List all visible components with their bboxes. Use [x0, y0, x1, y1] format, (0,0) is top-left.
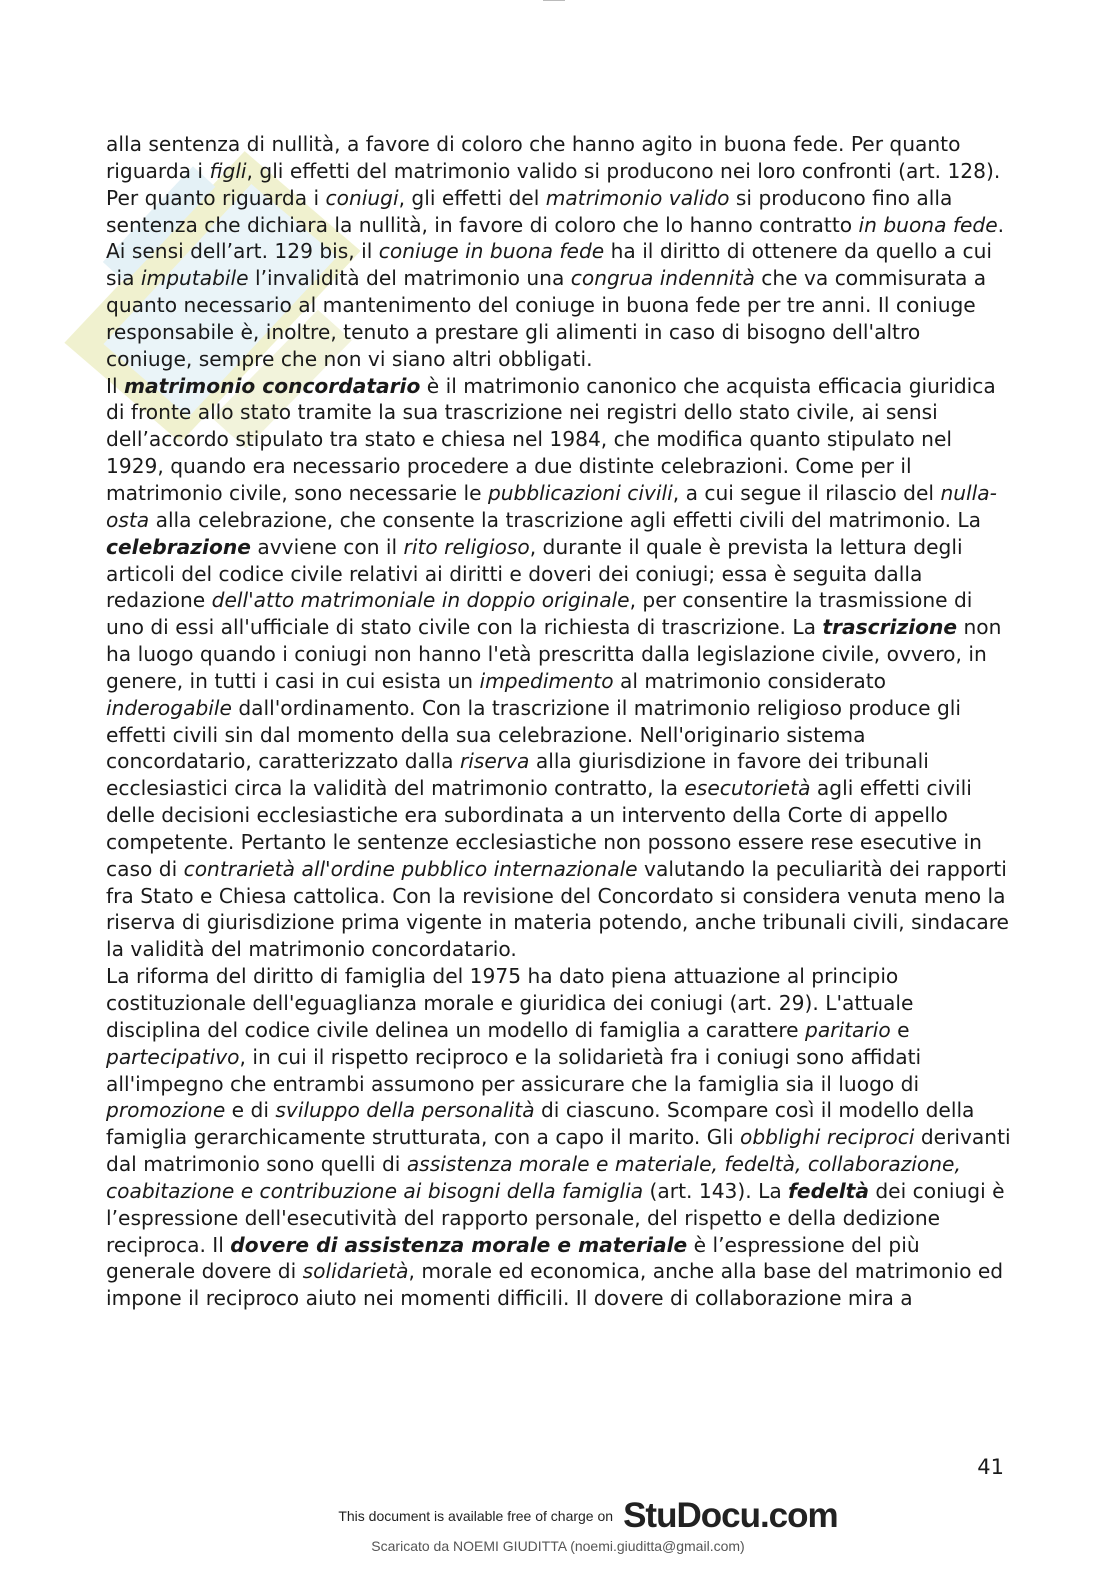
text-run: e [890, 1017, 910, 1042]
text-run: (art. 143). La [643, 1178, 789, 1203]
text-run: è l’espressione del più generale dovere di [106, 1232, 920, 1284]
emphasis-bold-text: dovere di assistenza morale e materiale [230, 1232, 688, 1257]
text-run: , gli effetti del matrimonio valido si producono nei loro confronti (art. 128). Per quanto riguarda i [106, 158, 1001, 210]
text-run: di ciascuno. Scompare così il modello della famiglia gerarchicamente strutturata, con a capo il marito. Gli [106, 1098, 975, 1150]
text-run: , gli effetti del [398, 185, 546, 210]
text-run: alla giurisdizione in favore dei tribunali ecclesiastici circa la validità del matrimonio contratto, la [106, 749, 929, 801]
text-run: non ha luogo quando i coniugi non hanno l'età prescritta dalla legislazione civile, ovvero, in genere, in tutti i casi in cui esista un [106, 615, 1002, 693]
text-run: valutando la peculiarità dei rapporti fra Stato e Chiesa cattolica. Con la revisione del Concordato si considera venuta meno la riserva di giurisdizione prima vigente in materia potendo, anche tribunali civili, sindacare la validità del matrimonio concordatario. [106, 856, 1009, 962]
text-run: dei coniugi è l’espressione dell'esecutività del rapporto personale, del rispetto e della dedizione reciproca. Il [106, 1178, 1005, 1257]
text-run: che va commisurata a quanto necessario al mantenimento del coniuge in buona fede per tre anni. Il coniuge responsabile è, inoltre, tenuto a prestare gli alimenti in caso di bisogno dell'altro coniuge, sempre che non vi siano altri obbligati. [106, 266, 987, 371]
emphasis-text: pubblicazioni civili [487, 480, 673, 505]
emphasis-text: paritario [805, 1017, 891, 1042]
emphasis-text: partecipativo [106, 1044, 240, 1069]
emphasis-text: sviluppo della personalità [275, 1098, 535, 1123]
emphasis-text: dell'atto matrimoniale in doppio originale [211, 588, 630, 613]
text-run: , per consentire la trasmissione di uno di essi all'ufficiale di stato civile con la richiesta di trascrizione. La [106, 588, 973, 640]
emphasis-text: riserva [459, 749, 530, 774]
text-run: al matrimonio considerato [613, 668, 886, 693]
emphasis-text: nulla-osta [106, 480, 997, 532]
studocu-logo[interactable]: StuDocu.com [623, 1496, 838, 1535]
emphasis-text: coniugi [325, 185, 399, 210]
emphasis-text: imputabile [140, 266, 249, 291]
emphasis-bold-text: matrimonio concordatario [123, 373, 421, 398]
emphasis-bold-text: trascrizione [822, 615, 958, 640]
text-run: , a cui segue il rilascio del [672, 480, 941, 505]
page-number: 41 [977, 1455, 1004, 1479]
text-run: si producono fino alla sentenza che dichiara la nullità, in favore di coloro che lo hanno contratto [106, 185, 953, 237]
emphasis-text: in buona fede [858, 212, 998, 237]
text-run: . Ai sensi dell’art. 129 bis, il [106, 212, 1005, 264]
paragraph [106, 131, 1011, 373]
text-run: , durante il quale è prevista la lettura degli articoli del codice civile relativi ai diritti e doveri dei coniugi; essa è seguita dalla redazione [106, 534, 963, 613]
text-run: La riforma del diritto di famiglia del 1975 ha dato piena attuazione al principio costituzionale dell'eguaglianza morale e giuridica dei coniugi (art. 29). L'attuale disciplina del codice civile delinea un modello di famiglia a carattere [106, 964, 914, 1042]
emphasis-text: assistenza morale e materiale, fedeltà, collaborazione, coabitazione e contribuzione ai bisogni della famiglia [106, 1152, 961, 1203]
text-run: alla celebrazione, che consente la trascrizione agli effetti civili del matrimonio. La [149, 507, 982, 532]
text-run: è il matrimonio canonico che acquista efficacia giuridica di fronte allo stato tramite la sua trascrizione nei registri dello stato civile, ai sensi dell’accordo stipulato tra stato e chiesa nel 1984, che modifica quanto stipulato nel 1929, quando era necessario procedere a due distinte celebrazioni. Come per il matrimonio civile, sono necessarie le [106, 373, 996, 505]
emphasis-text: solidarietà [302, 1259, 409, 1284]
text-run: ha il diritto di ottenere da quello a cui sia [106, 239, 993, 291]
emphasis-text: rito religioso [403, 534, 530, 559]
text-run: derivanti dal matrimonio sono quelli di [106, 1125, 1011, 1177]
text-run: e di [225, 1098, 276, 1123]
emphasis-text: promozione [106, 1098, 226, 1123]
download-attribution: Scaricato da NOEMI GIUDITTA (noemi.giuditta@gmail.com) [371, 1538, 745, 1554]
text-run: avviene con il [250, 534, 404, 559]
emphasis-text: coniuge in buona fede [378, 239, 605, 264]
document-body [106, 131, 1011, 1312]
emphasis-text: contrarietà all'ordine pubblico internazionale [183, 856, 638, 881]
text-run: , in cui il rispetto reciproco e la solidarietà fra i coniugi sono affidati all'impegno che entrambi assumono per assicurare che la famiglia sia il luogo di [106, 1044, 922, 1096]
footer-banner[interactable] [0, 1497, 1116, 1535]
page-top-mark [543, 0, 565, 4]
paragraph [106, 373, 1011, 964]
emphasis-text: congrua indennità [570, 266, 755, 291]
text-run: agli effetti civili delle decisioni ecclesiastiche era subordinata a un intervento della Corte di appello competente. Pertanto le sentenze ecclesiastiche non possono essere rese esecutive in caso di [106, 776, 982, 881]
text-run: , morale ed economica, anche alla base del matrimonio ed impone il reciproco aiuto nei momenti difficili. Il dovere di collaborazione mira a [106, 1259, 1004, 1311]
footer-availability-text: This document is available free of charge on [338, 1508, 614, 1524]
paragraph [106, 963, 1011, 1312]
emphasis-bold-text: celebrazione [106, 534, 251, 559]
text-run: alla sentenza di nullità, a favore di coloro che hanno agito in buona fede. Per quanto riguarda i [106, 132, 961, 183]
emphasis-text: matrimonio valido [545, 185, 730, 210]
emphasis-text: impedimento [479, 668, 614, 693]
text-run: Il [106, 373, 124, 398]
emphasis-text: obblighi reciproci [739, 1125, 915, 1150]
text-run: dall'ordinamento. Con la trascrizione il matrimonio religioso produce gli effetti civili sin dal momento della sua celebrazione. Nell'originario sistema concordatario, caratterizzato dalla [106, 695, 962, 774]
text-run: l’invalidità del matrimonio una [248, 266, 571, 291]
emphasis-text: figli [209, 158, 247, 183]
emphasis-text: esecutorietà [684, 776, 811, 801]
emphasis-bold-text: fedeltà [788, 1178, 869, 1203]
emphasis-text: inderogabile [106, 695, 232, 720]
